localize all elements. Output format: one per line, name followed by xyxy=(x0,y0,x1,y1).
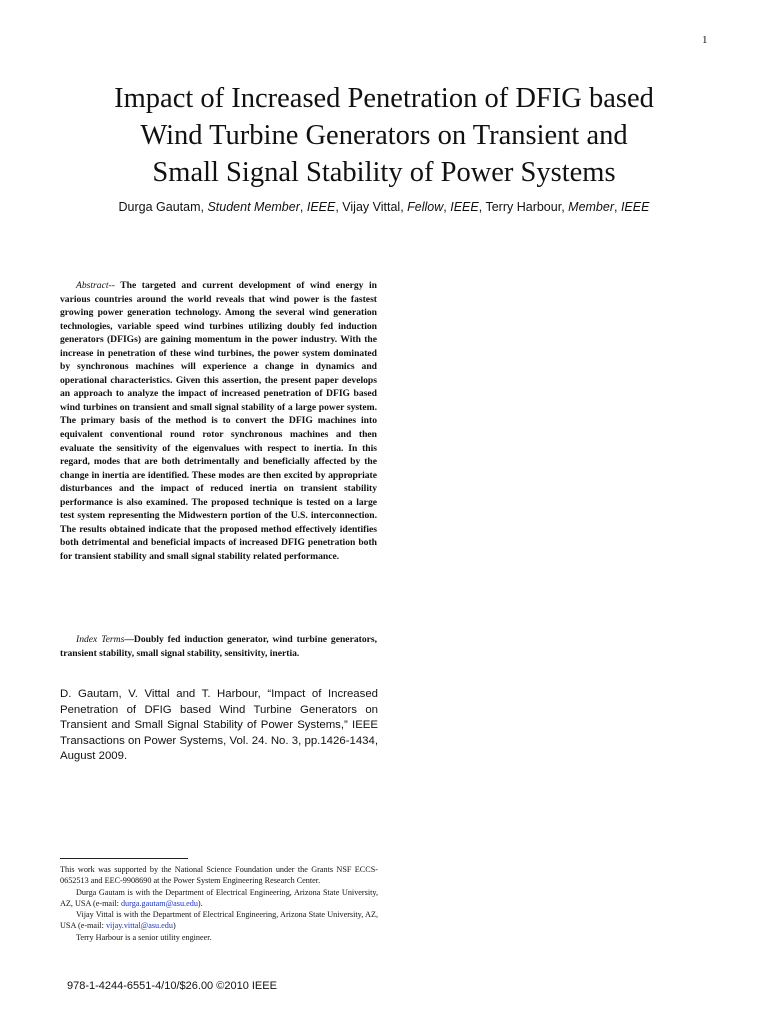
email-link-gautam[interactable]: durga.gautam@asu.edu xyxy=(120,898,198,908)
author-separator: , xyxy=(478,200,486,214)
author-role: Member xyxy=(568,200,614,214)
author-org: IEEE xyxy=(450,200,479,214)
title-line: Impact of Increased Penetration of DFIG based xyxy=(114,83,654,114)
abstract-lead: Abstract-- xyxy=(76,280,115,291)
author-name: Terry Harbour xyxy=(485,200,562,214)
paper-title xyxy=(60,80,708,191)
footnote-gautam-text: Durga Gautam is with the Department of Electrical Engineering, Arizona State University, AZ, USA (e-mail: xyxy=(60,887,378,908)
page-number: 1 xyxy=(702,34,708,46)
footnote-vittal-text: Vijay Vittal is with the Department of Electrical Engineering, Arizona State University, AZ, USA (e-mail: xyxy=(60,910,378,931)
title-line: Small Signal Stability of Power Systems xyxy=(152,157,616,188)
index-terms-lead: Index Terms xyxy=(76,634,125,645)
footnote-harbour: Terry Harbour is a senior utility engineer. xyxy=(76,932,212,942)
author-org: IEEE xyxy=(620,200,650,214)
index-terms xyxy=(60,633,377,660)
footnote-gautam-suffix: ). xyxy=(197,898,203,908)
author-role: Fellow xyxy=(407,200,444,214)
author-role: Student Member xyxy=(207,200,300,214)
title-line: Wind Turbine Generators on Transient and xyxy=(140,120,628,151)
author-org: IEEE xyxy=(306,200,336,214)
footnote-gautam xyxy=(60,887,378,910)
citation: D. Gautam, V. Vittal and T. Harbour, “Impact of Increased Penetration of DFIG based Wind Turbine Generators on Transient and Small Signal Stability of Power Systems,” IEEE Transactions on Power Systems, Vol. 24. No. 3, pp.1426-1434, August 2009. xyxy=(60,688,378,763)
copyright-notice: 978-1-4244-6551-4/10/$26.00 ©2010 IEEE xyxy=(67,980,277,992)
author-name: Durga Gautam xyxy=(118,200,201,214)
footnote-divider xyxy=(60,858,188,859)
footnote-vittal xyxy=(60,909,378,932)
author-name: Vijay Vittal xyxy=(342,200,401,214)
footnote-support: This work was supported by the National Science Foundation under the Grants NSF ECCS-0652513 and EEC-9908690 at the Power System Engineering Research Center. xyxy=(60,865,378,886)
footnotes xyxy=(60,864,378,943)
abstract-text: The targeted and current development of wind energy in various countries around the world reveals that wind power is the fastest growing power generation technology. Among the several wind generation technologies, variable speed wind turbines utilizing doubly fed induction generators (DFIGs) are gaining momentum in the power industry. With the increase in penetration of these wind turbines, the power system dominated by synchronous machines will experience a change in dynamics and operational characteristics. Given this assertion, the present paper develops an approach to analyze the impact of increased penetration of DFIG based wind turbines on transient and small signal stability of a large power system. The primary basis of the method is to convert the DFIG machines into equivalent conventional round rotor synchronous machines and then evaluate the sensitivity of the eigenvalues with respect to inertia. In this regard, modes that are both detrimentally and beneficially affected by the change in inertia are identified. These modes are then excited by appropriate disturbances and the impact of reduced inertia on transient stability performance is also examined. The proposed technique is tested on a large test system representing the Midwestern portion of the U.S. interconnection. The results obtained indicate that the proposed method effectively identifies both detrimental and beneficial impacts of increased DFIG penetration both for transient stability and small signal stability related performance. xyxy=(60,280,377,562)
author-separator: , xyxy=(335,200,343,214)
author-list: Durga Gautam, Student Member, IEEE, Vijay Vittal, Fellow, IEEE, Terry Harbour, Member, IEEE xyxy=(118,200,650,214)
email-link-vittal[interactable]: vijay.vittal@asu.edu xyxy=(105,921,173,931)
index-terms-text: —Doubly fed induction generator, wind turbine generators, transient stability, small signal stability, sensitivity, inertia. xyxy=(60,634,378,659)
footnote-vittal-suffix: ) xyxy=(172,921,176,931)
abstract xyxy=(60,279,377,563)
